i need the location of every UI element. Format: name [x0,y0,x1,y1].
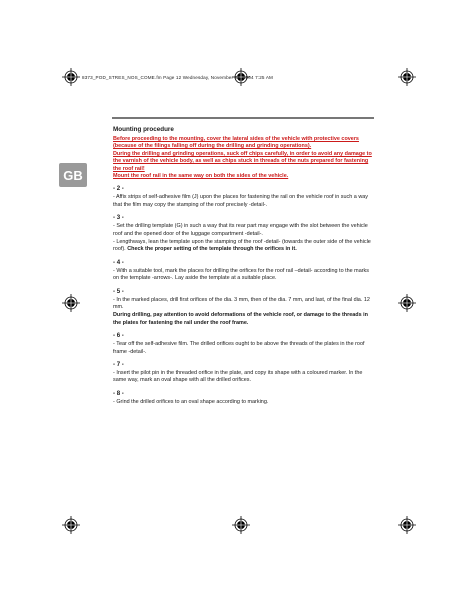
step-paragraph [113,239,375,254]
registration-mark-bottom-right-icon [398,516,416,534]
step-number: - 8 - [113,389,124,397]
registration-mark-middle-right-icon [398,294,416,312]
warning-text: During the drilling and grinding operations, suck off chips carefully, in order to avoid any damage to the varnish of the vehicle body, as well as chips stuck in threads of the nuts prepared for fastening the roof rail! [113,150,372,172]
step-paragraph: - Grind the drilled orifices to an oval shape according to marking. [113,398,269,405]
registration-mark-bottom-left-icon [62,516,80,534]
step-paragraph-text: - Lengthways, lean the template upon the stamping of the roof -detail- (towards the outer side of the vehicle roof). [113,238,371,253]
document-body [113,126,375,407]
registration-mark-top-right-icon [398,68,416,86]
step-paragraph: - Insert the pilot pin in the threaded orifice in the plate, and copy its shape with a coloured marker. In the same way, mark an oval shape with all the drilled orifices. [113,370,363,384]
registration-mark-bottom-center-icon [232,516,250,534]
step-paragraph: - Set the drilling template (G) in such a way that its rear part may engage with the slot between the vehicle roof and the opened door of the luggage compartment -detail-. [113,223,368,237]
header-rule [112,117,374,119]
step-number: - 3 - [113,214,124,222]
registration-mark-middle-left-icon [62,294,80,312]
file-info-header: 8373_POD_STRES_NOS_COME.fm Page 12 Wednesday, November 24, 2004 7:25 AM [82,75,274,80]
step-paragraph: - With a suitable tool, mark the places for drilling the orifices for the roof rail –detail- according to the marks on the template -arrows-. Lay aside the template at a suitable place. [113,267,369,282]
step-number: - 6 - [113,332,124,340]
warning-text: Before proceeding to the mounting, cover the lateral sides of the vehicle with protective covers (because of the filings falling off during the drilling and grinding operations). [113,135,359,150]
registration-mark-top-left-icon [62,68,80,86]
language-tab-badge: GB [59,163,87,187]
step-number: - 7 - [113,361,124,369]
step-paragraph: - In the marked places, drill first orifices of the dia. 3 mm, then of the dia. 7 mm, and last, of the final dia. 12 mm. [113,296,370,310]
warning-text: Mount the roof rail in the same way on both the sides of the vehicle. [113,172,289,179]
step-number: - 4 - [113,258,124,266]
step-number: - 5 - [113,287,124,295]
step-number: - 2 - [113,185,124,193]
step-bold-note: During drilling, pay attention to avoid deformations of the vehicle roof, or damage to the threads in the plates for fastening the rail under the roof frame. [113,312,368,326]
section-title: Mounting procedure [113,126,174,133]
step-bold-instruction: Check the proper setting of the template through the orifices in it. [127,246,297,253]
step-paragraph: - Tear off the self-adhesive film. The drilled orifices ought to be above the threads of the plates in the roof frame -detail-. [113,341,365,355]
step-paragraph: - Affix strips of self-adhesive film (J) upon the places for fastening the rail on the vehicle roof in such a way that the film may copy the stamping of the roof precisely -detail-. [113,194,368,208]
